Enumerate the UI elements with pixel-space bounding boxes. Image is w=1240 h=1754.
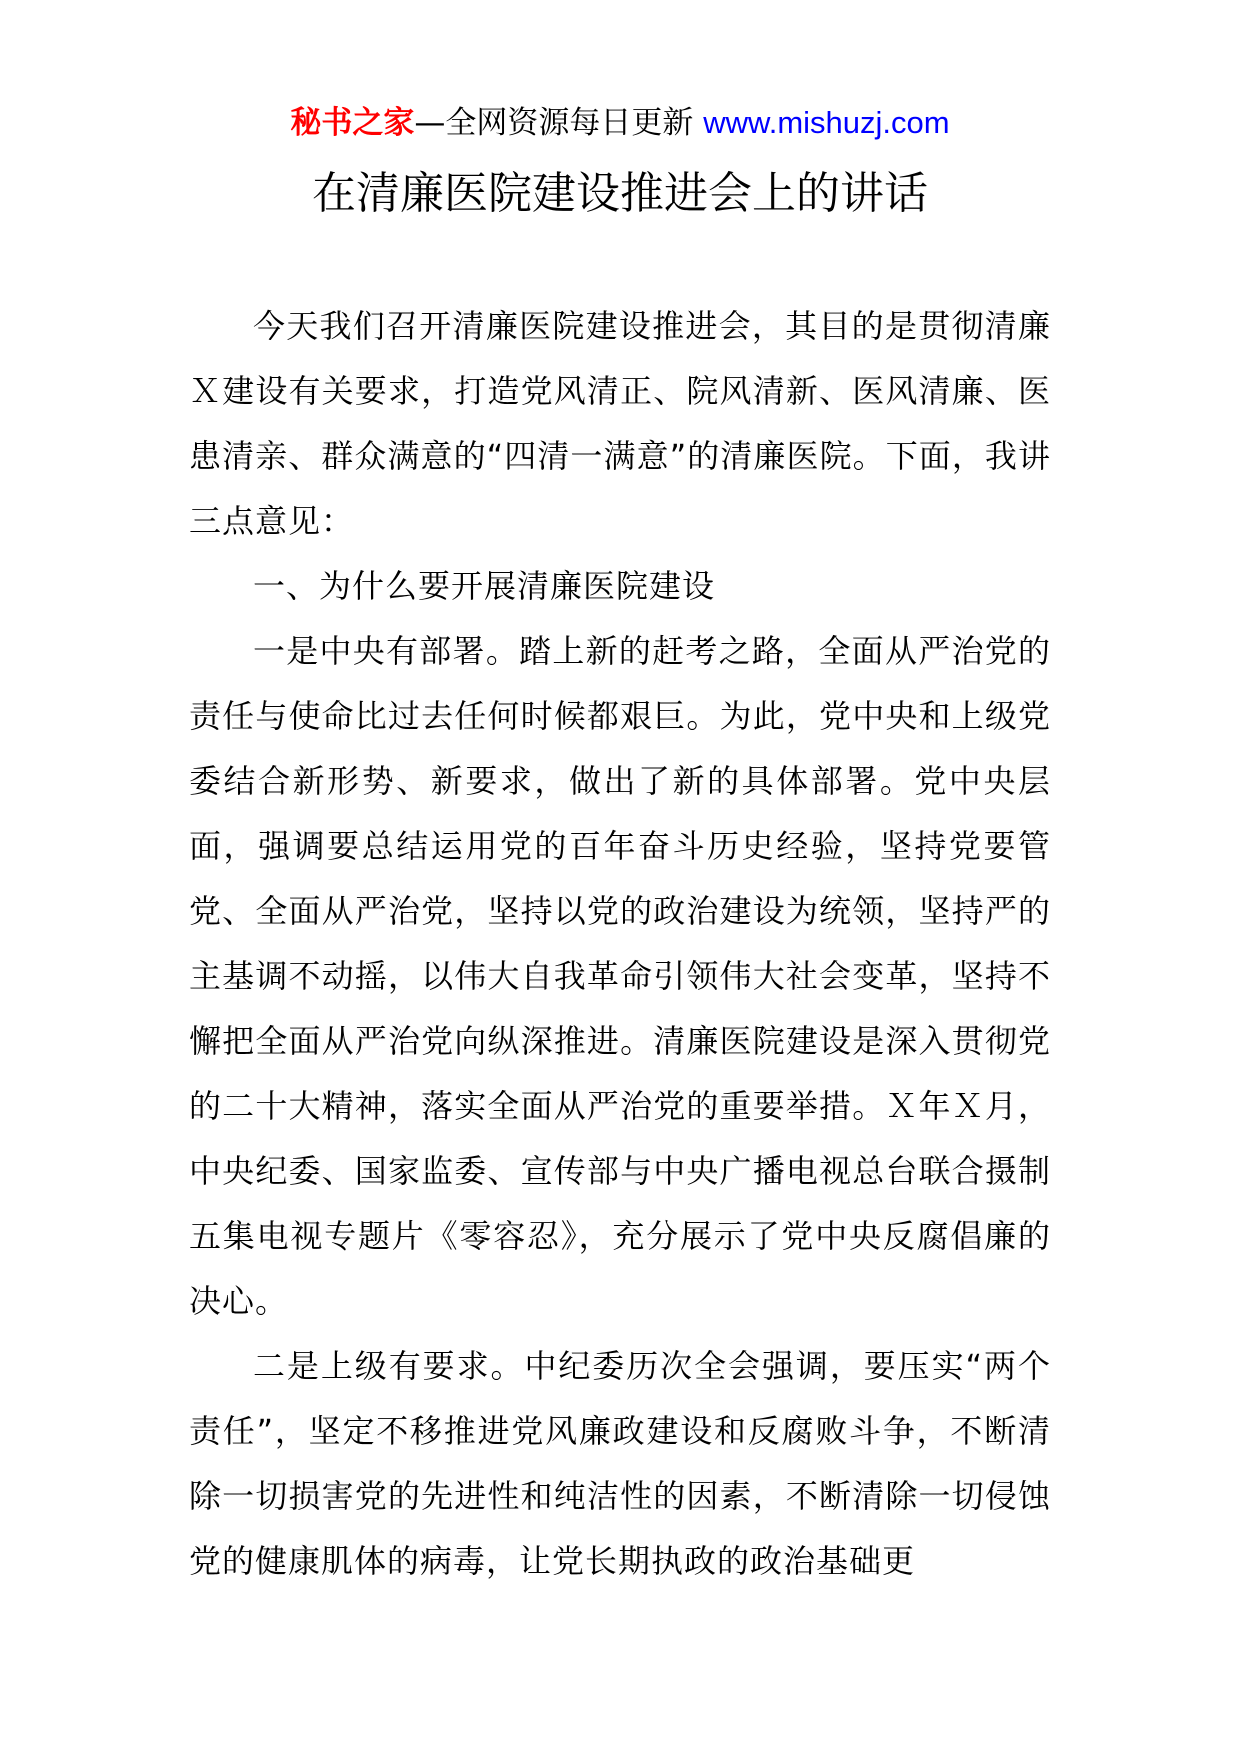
header-slogan: —全网资源每日更新 xyxy=(414,105,694,141)
paragraph-superior-requirement: 二是上级有要求。中纪委历次全会强调，要压实“两个责任”，坚定不移推进党风廉政建设和反腐败斗争，不断清除一切损害党的先进性和纯洁性的因素，不断清除一切侵蚀党的健康肌体的病毒，让党长期执政的政治基础更 xyxy=(189,1347,1051,1580)
site-url-link[interactable]: www.mishuzj.com xyxy=(703,105,950,140)
site-header xyxy=(0,100,1240,146)
paragraph-intro: 今天我们召开清廉医院建设推进会，其目的是贯彻清廉Ｘ建设有关要求，打造党风清正、院风清新、医风清廉、医患清亲、群众满意的“四清一满意”的清廉医院。下面，我讲三点意见： xyxy=(189,307,1051,540)
brand-name: 秘书之家 xyxy=(290,105,415,141)
paragraph-central-deployment: 一是中央有部署。踏上新的赶考之路，全面从严治党的责任与使命比过去任何时候都艰巨。为此，党中央和上级党委结合新形势、新要求，做出了新的具体部署。党中央层面，强调要总结运用党的百年奋斗历史经验，坚持党要管党、全面从严治党，坚持以党的政治建设为统领，坚持严的主基调不动摇，以伟大自我革命引领伟大社会变革，坚持不懈把全面从严治党向纵深推进。清廉医院建设是深入贯彻党的二十大精神，落实全面从严治党的重要举措。Ｘ年Ｘ月，中央纪委、国家监委、宣传部与中央广播电视总台联合摄制五集电视专题片《零容忍》，充分展示了党中央反腐倡廉的决心。 xyxy=(189,632,1051,1320)
document-body xyxy=(189,294,1051,1594)
section-heading: 一、为什么要开展清廉医院建设 xyxy=(253,567,716,605)
document-title: 在清廉医院建设推进会上的讲话 xyxy=(312,168,928,219)
